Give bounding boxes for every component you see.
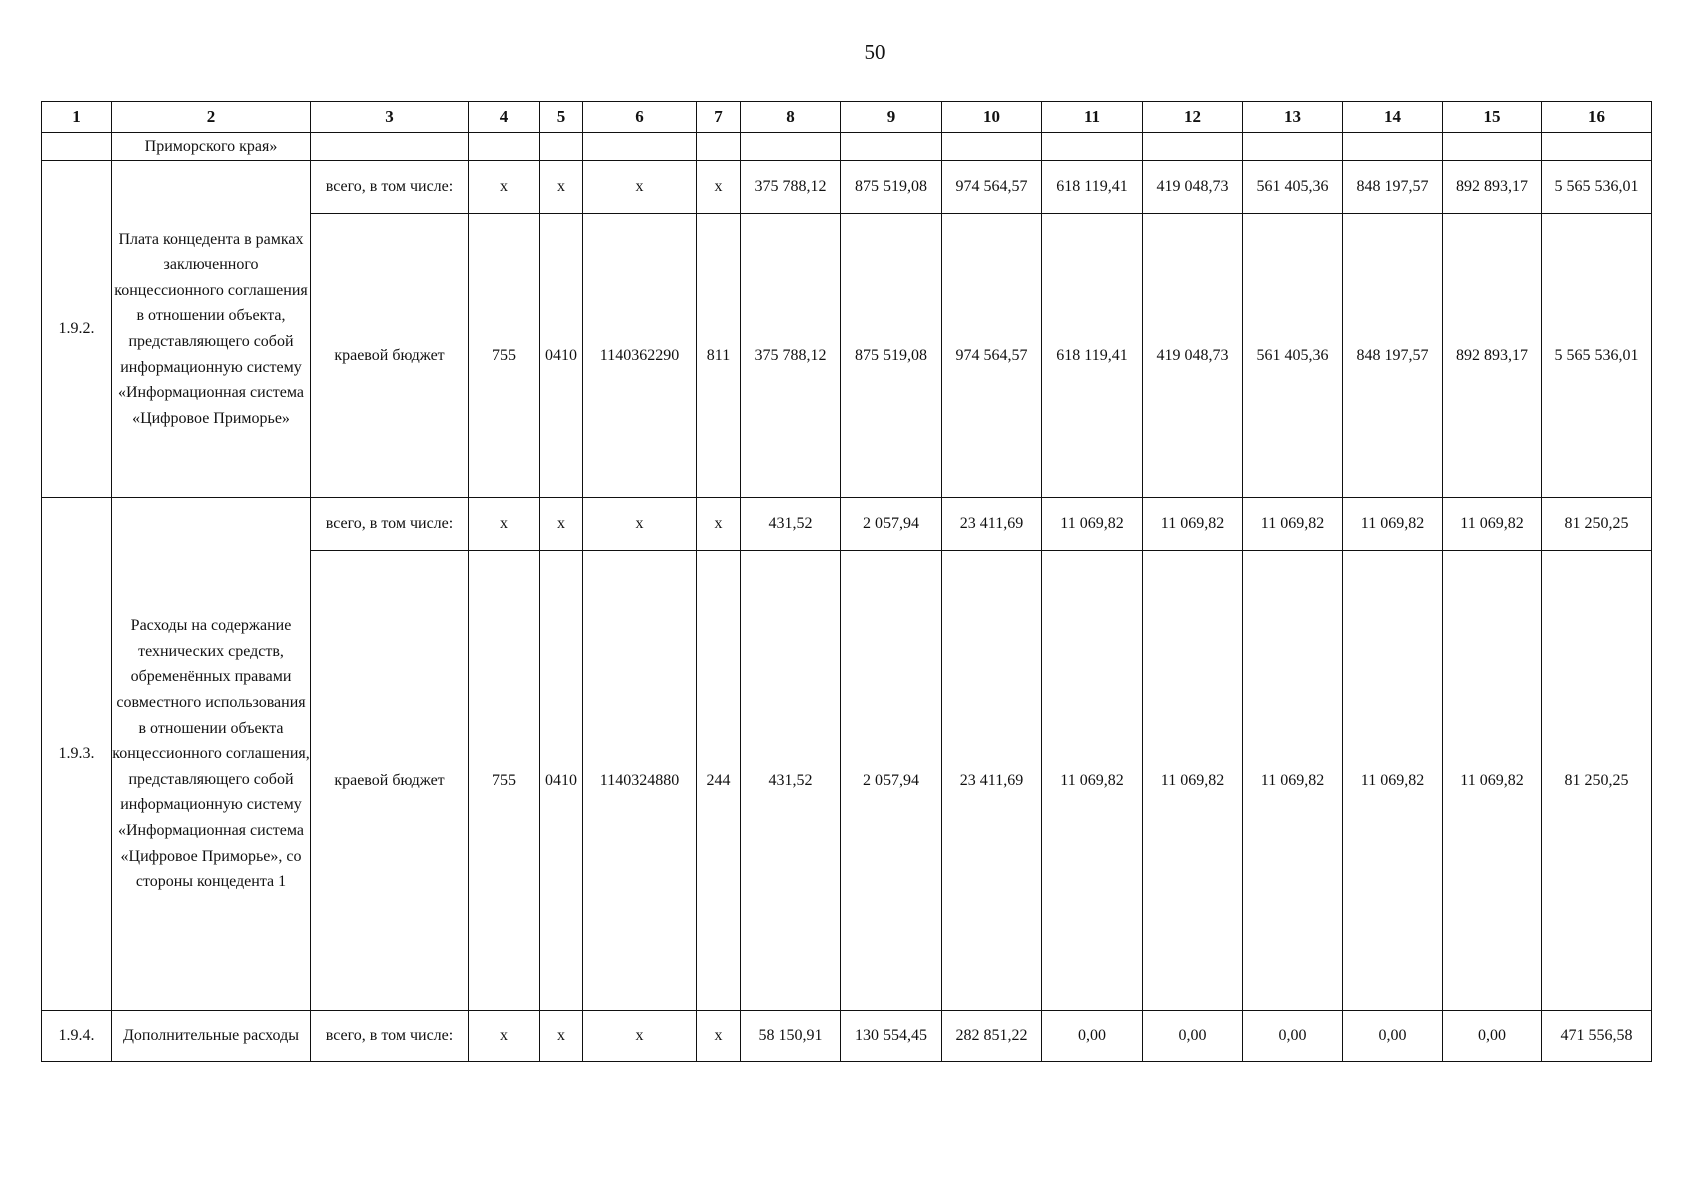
- cell: x: [469, 161, 540, 214]
- header-cell: 8: [741, 102, 841, 133]
- header-cell: 11: [1042, 102, 1143, 133]
- header-cell: 6: [583, 102, 697, 133]
- value-cell: 81 250,25: [1542, 551, 1652, 1011]
- cell: x: [540, 1011, 583, 1062]
- value-cell: 848 197,57: [1343, 161, 1443, 214]
- value-cell: 11 069,82: [1443, 498, 1542, 551]
- item-name: Приморского края»: [112, 133, 311, 161]
- value-cell: 561 405,36: [1243, 214, 1343, 498]
- header-cell: 14: [1343, 102, 1443, 133]
- cell: x: [697, 498, 741, 551]
- cell: x: [540, 161, 583, 214]
- value-cell: 419 048,73: [1143, 214, 1243, 498]
- header-cell: 10: [942, 102, 1042, 133]
- value-cell: 618 119,41: [1042, 161, 1143, 214]
- cell: 0410: [540, 551, 583, 1011]
- value-cell: 471 556,58: [1542, 1011, 1652, 1062]
- value-cell: 23 411,69: [942, 498, 1042, 551]
- budget-table: [41, 101, 1652, 1062]
- header-cell: 9: [841, 102, 942, 133]
- value-cell: 11 069,82: [1343, 551, 1443, 1011]
- value-cell: 618 119,41: [1042, 214, 1143, 498]
- value-cell: 875 519,08: [841, 214, 942, 498]
- value-cell: 11 069,82: [1443, 551, 1542, 1011]
- header-row: [42, 102, 1652, 133]
- value-cell: 11 069,82: [1243, 551, 1343, 1011]
- funding-source: краевой бюджет: [311, 551, 469, 1011]
- funding-source: всего, в том числе:: [311, 161, 469, 214]
- item-name: Дополнительные расходы: [112, 1011, 311, 1062]
- value-cell: 848 197,57: [1343, 214, 1443, 498]
- value-cell: 875 519,08: [841, 161, 942, 214]
- header-cell: 16: [1542, 102, 1652, 133]
- continuation-row: [42, 133, 1652, 161]
- item-code: 1.9.2.: [42, 161, 112, 498]
- cell: 811: [697, 214, 741, 498]
- value-cell: 11 069,82: [1042, 498, 1143, 551]
- header-cell: 3: [311, 102, 469, 133]
- header-cell: 1: [42, 102, 112, 133]
- value-cell: 0,00: [1143, 1011, 1243, 1062]
- value-cell: 431,52: [741, 498, 841, 551]
- table-row: [42, 498, 1652, 551]
- value-cell: 375 788,12: [741, 214, 841, 498]
- cell: 1140362290: [583, 214, 697, 498]
- value-cell: 892 893,17: [1443, 214, 1542, 498]
- value-cell: 892 893,17: [1443, 161, 1542, 214]
- cell: x: [697, 1011, 741, 1062]
- header-cell: 7: [697, 102, 741, 133]
- value-cell: 561 405,36: [1243, 161, 1343, 214]
- value-cell: 0,00: [1343, 1011, 1443, 1062]
- cell: 0410: [540, 214, 583, 498]
- value-cell: 282 851,22: [942, 1011, 1042, 1062]
- cell: x: [540, 498, 583, 551]
- value-cell: 11 069,82: [1143, 551, 1243, 1011]
- item-name: Расходы на содержание технических средств, обременённых правами совместного использования в отношении объекта концессионного соглашения, представляющего собой информационную систему «Информационная система «Цифровое Приморье», со стороны концедента 1: [112, 498, 311, 1011]
- value-cell: 11 069,82: [1343, 498, 1443, 551]
- funding-source: всего, в том числе:: [311, 498, 469, 551]
- item-code: 1.9.4.: [42, 1011, 112, 1062]
- value-cell: 23 411,69: [942, 551, 1042, 1011]
- cell: 1140324880: [583, 551, 697, 1011]
- item-name: Плата концедента в рамках заключенного концессионного соглашения в отношении объекта, представляющего собой информационную систему «Информационная система «Цифровое Приморье»: [112, 161, 311, 498]
- value-cell: 2 057,94: [841, 498, 942, 551]
- value-cell: 0,00: [1443, 1011, 1542, 1062]
- value-cell: 375 788,12: [741, 161, 841, 214]
- header-cell: 15: [1443, 102, 1542, 133]
- cell: x: [583, 1011, 697, 1062]
- header-cell: 12: [1143, 102, 1243, 133]
- header-cell: 4: [469, 102, 540, 133]
- value-cell: 11 069,82: [1243, 498, 1343, 551]
- value-cell: 5 565 536,01: [1542, 161, 1652, 214]
- value-cell: 431,52: [741, 551, 841, 1011]
- value-cell: 11 069,82: [1042, 551, 1143, 1011]
- cell: x: [583, 498, 697, 551]
- cell: x: [469, 1011, 540, 1062]
- value-cell: 0,00: [1042, 1011, 1143, 1062]
- cell: 755: [469, 214, 540, 498]
- value-cell: 974 564,57: [942, 214, 1042, 498]
- value-cell: 130 554,45: [841, 1011, 942, 1062]
- value-cell: 5 565 536,01: [1542, 214, 1652, 498]
- cell: x: [697, 161, 741, 214]
- item-code: 1.9.3.: [42, 498, 112, 1011]
- value-cell: 974 564,57: [942, 161, 1042, 214]
- table-row: [42, 1011, 1652, 1062]
- value-cell: 81 250,25: [1542, 498, 1652, 551]
- value-cell: 2 057,94: [841, 551, 942, 1011]
- cell: 244: [697, 551, 741, 1011]
- value-cell: 419 048,73: [1143, 161, 1243, 214]
- cell: 755: [469, 551, 540, 1011]
- value-cell: 11 069,82: [1143, 498, 1243, 551]
- value-cell: 0,00: [1243, 1011, 1343, 1062]
- funding-source: краевой бюджет: [311, 214, 469, 498]
- value-cell: 58 150,91: [741, 1011, 841, 1062]
- header-cell: 2: [112, 102, 311, 133]
- funding-source: всего, в том числе:: [311, 1011, 469, 1062]
- cell: x: [583, 161, 697, 214]
- header-cell: 13: [1243, 102, 1343, 133]
- header-cell: 5: [540, 102, 583, 133]
- page-number: 50: [864, 40, 886, 64]
- cell: x: [469, 498, 540, 551]
- table-row: [42, 161, 1652, 214]
